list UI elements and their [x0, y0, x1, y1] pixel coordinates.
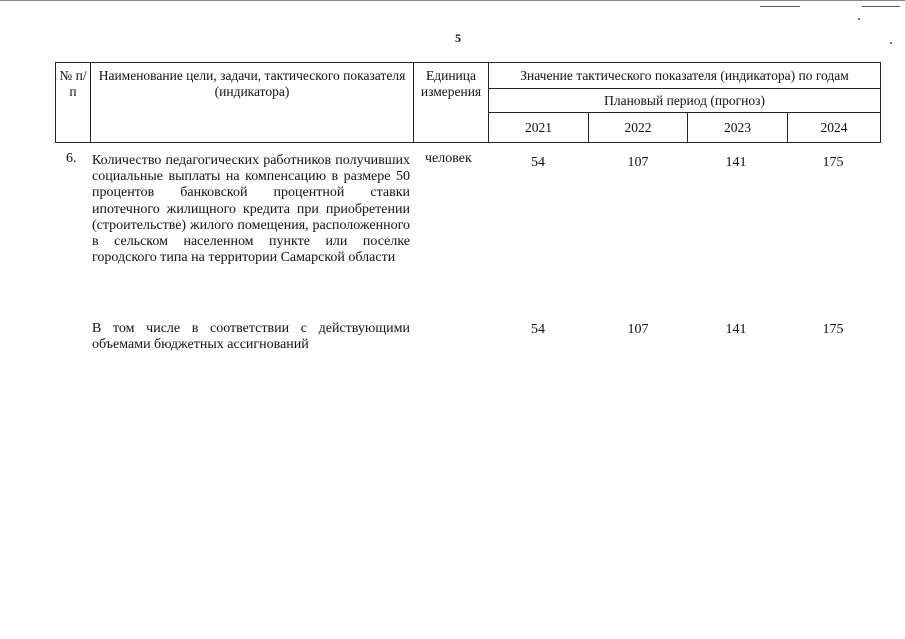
header-value-group: Значение тактического показателя (индикатора) по годам: [489, 63, 881, 89]
row-value-2022: 107: [627, 322, 649, 337]
scan-line: [862, 6, 900, 7]
row-description: В том числе в соответствии с действующими объемами бюджетных ассигнований: [92, 321, 410, 353]
page-number: 5: [455, 31, 461, 45]
scan-line: [760, 6, 800, 7]
row-value-2024: 175: [822, 322, 844, 337]
header-plan-period: Плановый период (прогноз): [489, 89, 881, 113]
row-number: 6.: [66, 151, 77, 166]
header-unit: Единица измерения: [414, 63, 489, 143]
row-value-2022: 107: [627, 155, 649, 170]
header-num: № п/п: [56, 63, 91, 143]
scan-speck: [890, 42, 892, 44]
header-table: [55, 62, 881, 143]
row-value-2024: 175: [822, 155, 844, 170]
scan-line: [0, 0, 905, 1]
row-value-2021: 54: [531, 322, 545, 337]
row-value-2023: 141: [725, 322, 747, 337]
scan-speck: [858, 18, 860, 20]
row-unit: человек: [425, 151, 472, 166]
row-description: Количество педагогических работников получивших социальные выплаты на компенсацию в размере 50 процентов банковской процентной ставки ипотечного жилищного кредита при приобретении (строительстве) жилого помещения, расположенного в сельском населенном пункте или поселке городского типа на территории Самарской области: [92, 153, 410, 266]
header-year: 2022: [589, 113, 688, 143]
header-name: Наименование цели, задачи, тактического показателя (индикатора): [91, 63, 414, 143]
header-year: 2024: [788, 113, 881, 143]
header-year: 2021: [489, 113, 589, 143]
row-value-2023: 141: [725, 155, 747, 170]
header-year: 2023: [688, 113, 788, 143]
row-value-2021: 54: [531, 155, 545, 170]
